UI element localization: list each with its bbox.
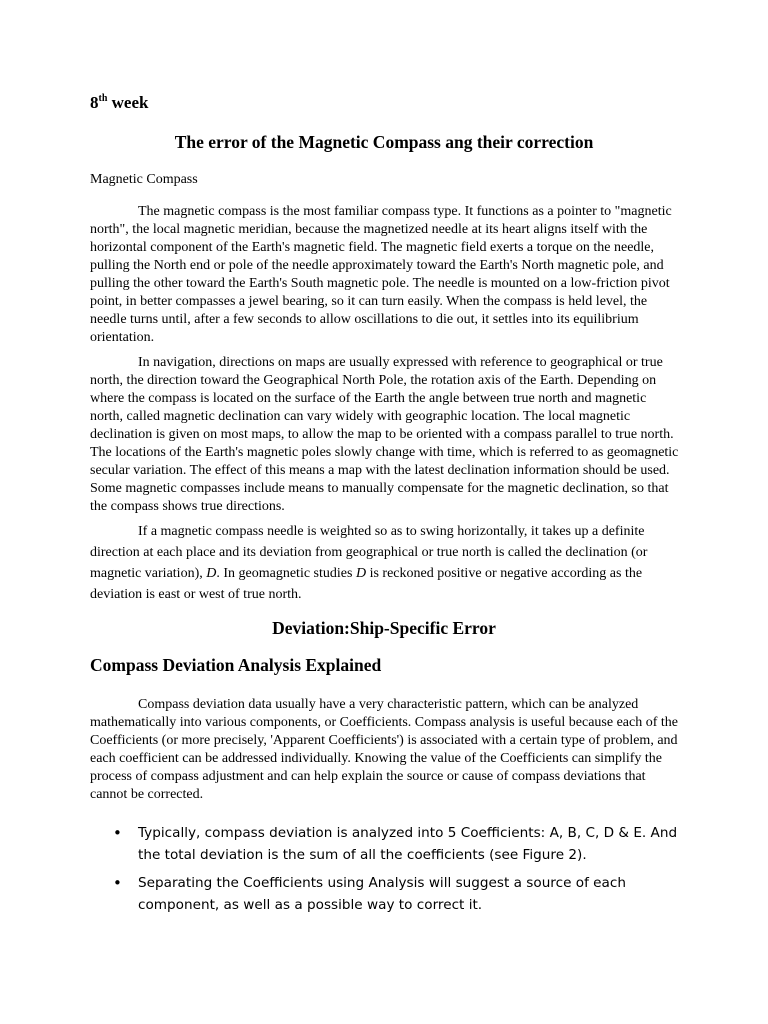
declination-text-1: If a magnetic compass needle is weighted so as to swing horizontally, it takes up a definite direction at each place and its deviation from geographical or true north is called the declination (or magnetic variation), [90, 524, 648, 581]
week-heading [90, 93, 148, 113]
week-suffix: th [98, 93, 108, 104]
week-word: week [111, 93, 149, 112]
paragraph-deviation-analysis: Compass deviation data usually have a very characteristic pattern, which can be analyzed mathematically into various components, or Coefficients. Compass analysis is useful because each of the Coefficients (or more precisely, 'Apparent Coefficients') is associated with a certain type of problem, and each coefficient can be addressed individually. Knowing the value of the Coefficients can simplify the process of compass adjustment and can help explain the source or cause of compass deviations that cannot be corrected. [90, 697, 678, 802]
list-item-text: Typically, compass deviation is analyzed into 5 Coefficients: A, B, C, D & E. And the total deviation is the sum of all the coefficients (see Figure 2). [138, 825, 678, 863]
week-number: 8 [90, 93, 99, 112]
heading-deviation-analysis: Compass Deviation Analysis Explained [90, 655, 382, 675]
declination-text-3: is reckoned positive or negative according as the deviation is east or west of true north. [90, 566, 643, 602]
paragraph-magnetic-compass: The magnetic compass is the most familiar compass type. It functions as a pointer to "magnetic north", the local magnetic meridian, because the magnetized needle at its heart aligns itself with the horizontal component of the Earth's magnetic field. The magnetic field exerts a torque on the needle, pulling the North end or pole of the needle approximately toward the Earth's North magnetic pole, and pulling the other toward the Earth's South magnetic pole. The needle is mounted on a low-friction pivot point, in better compasses a jewel bearing, so it can turn easily. When the compass is held level, the needle turns until, after a few seconds to allow oscillations to die out, it settles into its equilibrium orientation. [90, 204, 672, 345]
section-subheading: Magnetic Compass [90, 172, 198, 187]
coefficient-bullet-list [90, 822, 690, 922]
declination-variable-d-2: D [355, 566, 367, 581]
bullet-icon: • [113, 824, 122, 842]
document-title: The error of the Magnetic Compass ang their correction [174, 132, 594, 152]
heading-deviation: Deviation:Ship-Specific Error [272, 618, 496, 638]
list-item-text: Separating the Coefficients using Analysis will suggest a source of each component, as well as a possible way to correct it. [138, 875, 626, 913]
bullet-icon: • [113, 874, 122, 892]
declination-variable-d: D [206, 566, 217, 581]
declination-text-2: . In geomagnetic studies [216, 566, 356, 581]
paragraph-declination [90, 521, 680, 605]
list-item [90, 872, 690, 916]
list-item [90, 822, 690, 866]
paragraph-navigation: In navigation, directions on maps are usually expressed with reference to geographical or true north, the direction toward the Geographical North Pole, the rotation axis of the Earth. Depending on where the compass is located on the surface of the Earth the angle between true north and magnetic north, called magnetic declination can vary widely with geographic location. The local magnetic declination is given on most maps, to allow the map to be oriented with a compass parallel to true north. The locations of the Earth's magnetic poles slowly change with time, which is referred to as geomagnetic secular variation. The effect of this means a map with the latest declination information should be used. Some magnetic compasses include means to manually compensate for the magnetic declination, so that the compass shows true directions. [90, 355, 679, 514]
